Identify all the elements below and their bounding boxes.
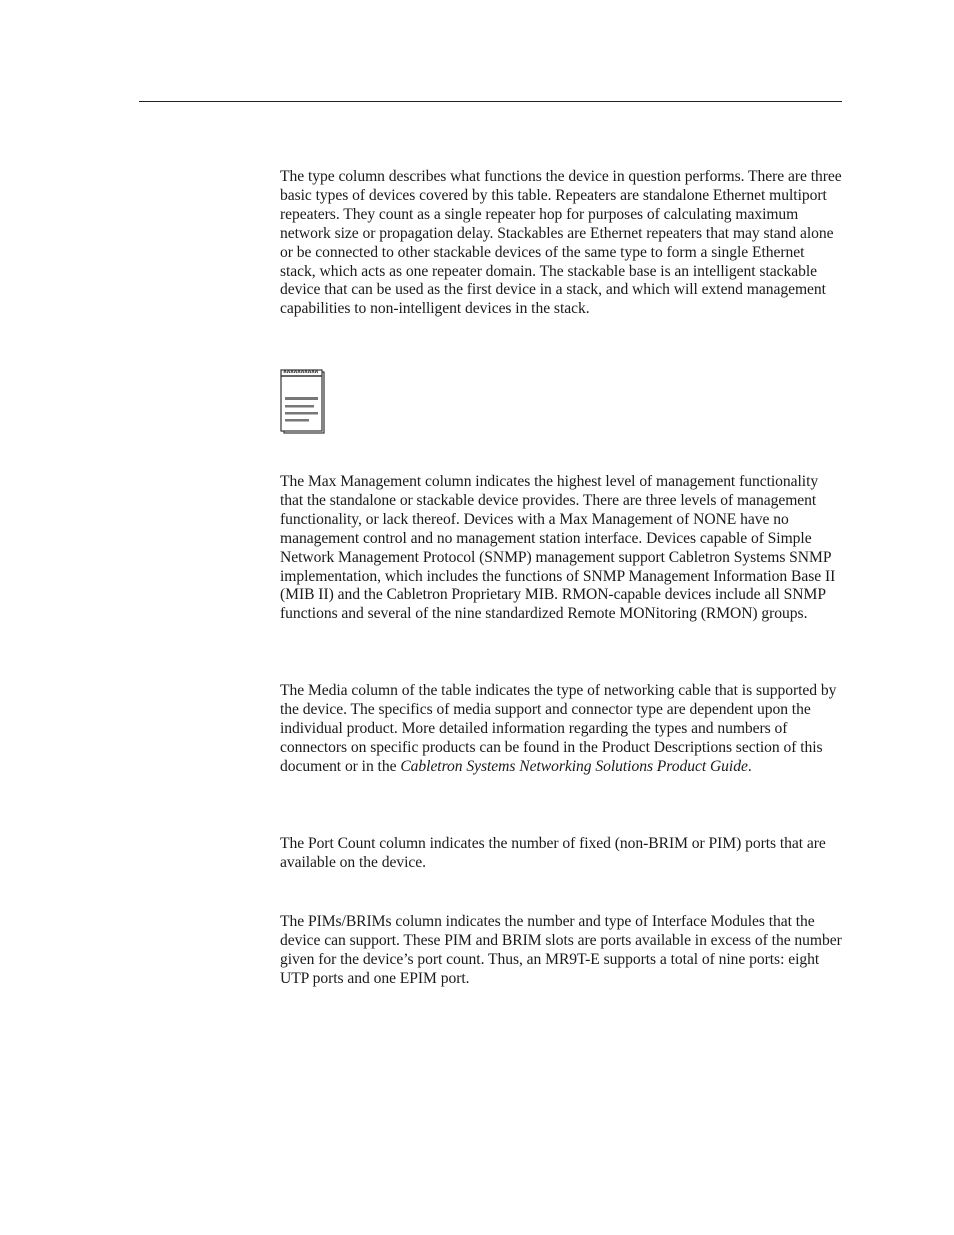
max-management-paragraph: The Max Management column indicates the highest level of management functionality that the standalone or stackable device provides. There are three levels of management functionality, or lack thereof. Devices with a Max Management of NONE have no management control and no management station interface. Devices capable of Simple Network Management Protocol (SNMP) management support Cabletron Systems SNMP implementation, which includes the functions of SNMP Management Information Base II (MIB II) and the Cabletron Proprietary MIB. RMON-capable devices include all SNMP functions and several of the nine standardized Remote MONitoring (RMON) groups. xyxy=(280,473,836,623)
port-count-paragraph: The Port Count column indicates the number of fixed (non-BRIM or PIM) ports that are available on the device. xyxy=(280,835,826,871)
product-guide-title: Cabletron Systems Networking Solutions Product Guide xyxy=(400,757,748,775)
media-paragraph-text: The Media column of the table indicates the type of networking cable that is supported by the device. The specifics of media support and connector type are dependent upon the individual product. More detailed information regarding the types and numbers of connectors on specific products can be found in the Product Descriptions section of this document or in the xyxy=(280,682,837,775)
pims-brims-paragraph: The PIMs/BRIMs column indicates the number and type of Interface Modules that the device can support. These PIM and BRIM slots are ports available in excess of the number given for the device’s port count. Thus, an MR9T-E supports a total of nine ports: eight UTP ports and one EPIM port. xyxy=(280,913,842,987)
type-column-paragraph: The type column describes what functions the device in question performs. There are three basic types of devices covered by this table. Repeaters are standalone Ethernet multiport repeaters. They count as a single repeater hop for purposes of calculating maximum network size or propagation delay. Stackables are Ethernet repeaters that may stand alone or be connected to other stackable devices of the same type to form a single Ethernet stack, which acts as one repeater domain. The stackable base is an intelligent stackable device that can be used as the first device in a stack, and which will extend management capabilities to non-intelligent devices in the stack. xyxy=(280,168,842,318)
media-paragraph xyxy=(280,682,842,777)
notepad-icon xyxy=(280,366,326,434)
header-rule xyxy=(139,101,842,102)
media-paragraph-end: . xyxy=(747,757,752,775)
